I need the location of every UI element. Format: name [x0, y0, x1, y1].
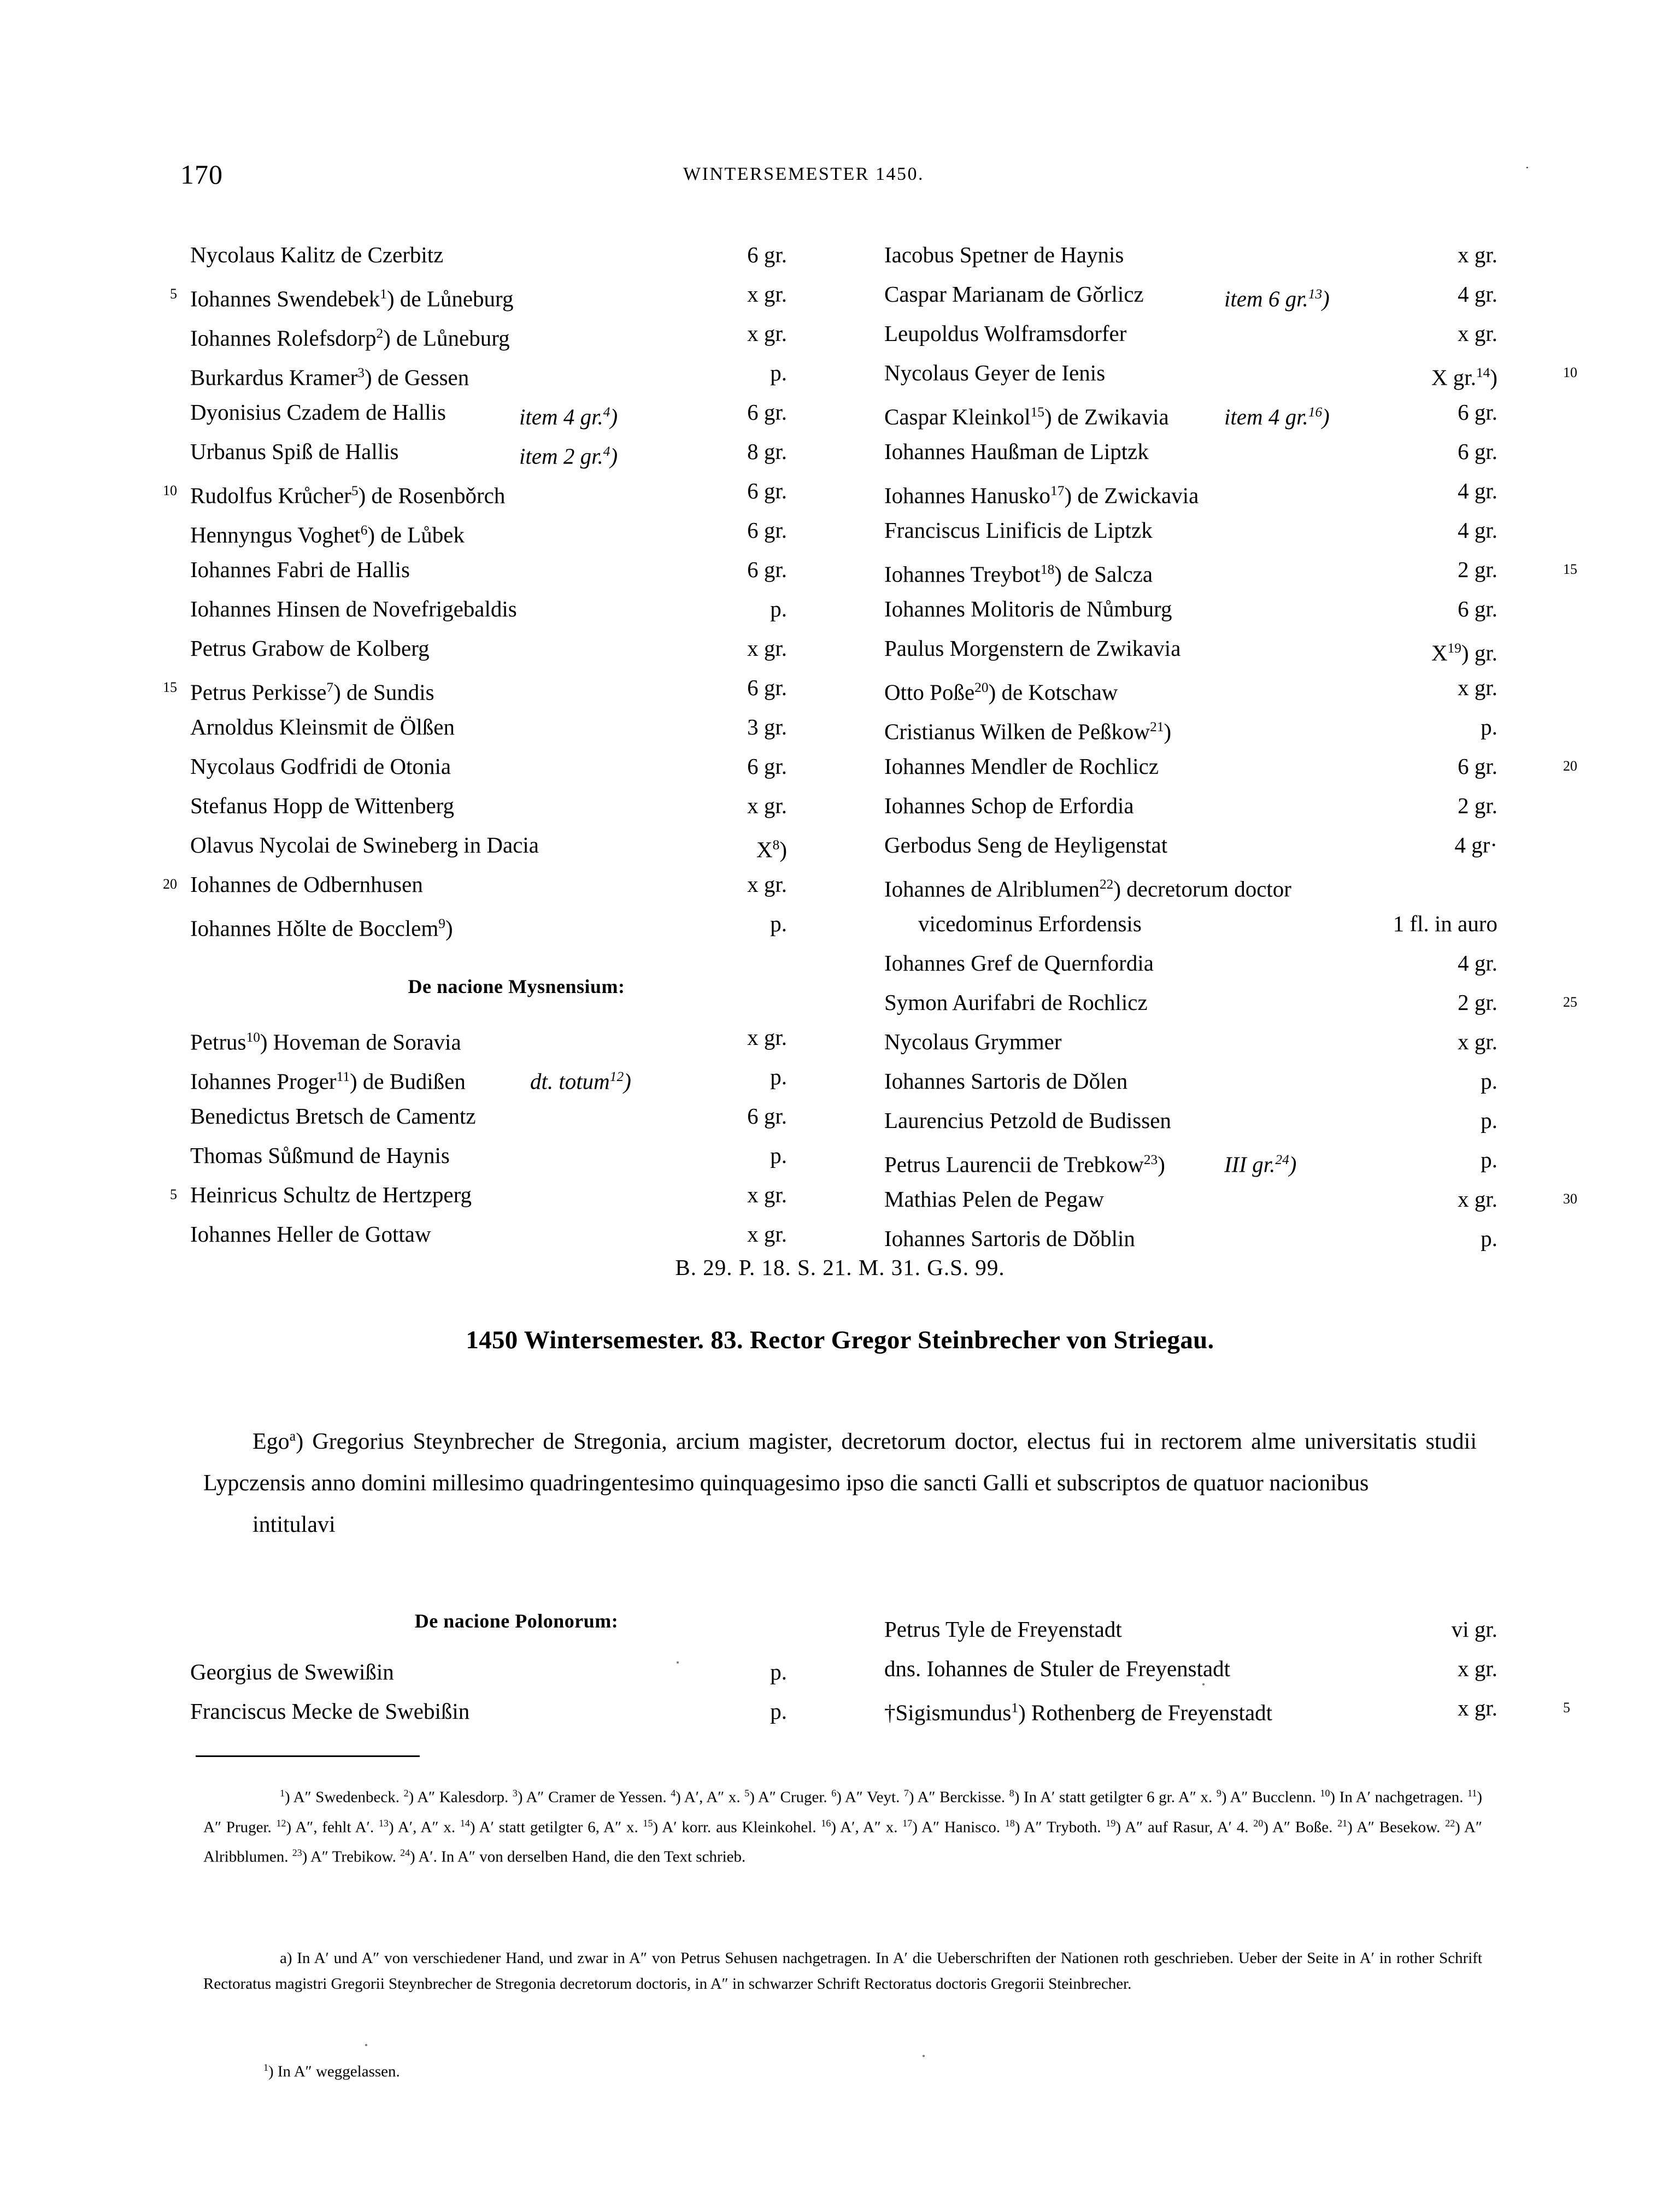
register-entry: [180, 628, 853, 668]
entry-amount: x gr.: [1458, 1186, 1497, 1212]
section-header-mysnensium: De nacione Mysnensium:: [408, 976, 625, 997]
entry-amount: 4 gr.: [1458, 478, 1497, 503]
entry-amount: x gr.: [1458, 1695, 1497, 1720]
line-number: 30: [1563, 1191, 1577, 1207]
entry-name: Iohannes Proger$^{11}$) de Budißen: [190, 1068, 466, 1094]
entry-name: Iohannes Haußman de Liptzk: [884, 439, 1149, 464]
entry-name: Caspar Kleinkol$^{15}$) de Zwikavia: [884, 404, 1169, 430]
entry-amount: $X^{19}$) gr.: [1431, 640, 1497, 666]
footnote-rule: [196, 1755, 420, 1757]
entry-name: Iohannes Rolefsdorp$^2$) de Lůneburg: [190, 325, 510, 351]
register-entry: [180, 314, 853, 353]
entry-amount: p.: [1481, 1226, 1497, 1251]
entry-amount: x gr.: [747, 1221, 787, 1247]
entry-name: Nycolaus Geyer de Ienis: [884, 360, 1106, 385]
line-number: 5: [1563, 1700, 1570, 1716]
entry-name: Heinricus Schultz de Hertzperg: [190, 1182, 472, 1207]
entry-amount: p.: [770, 911, 787, 936]
entry-amount: 4 gr·: [1454, 832, 1497, 857]
entry-amount: 6 gr.: [1458, 439, 1497, 464]
entry-name: Dyonisius Czadem de Hallis: [190, 400, 447, 425]
entry-amount: p.: [1481, 714, 1497, 739]
entry-name: Laurencius Petzold de Budissen: [884, 1108, 1171, 1133]
entry-name: Iohannes Molitoris de Nůmburg: [884, 596, 1172, 621]
register-entry: [874, 865, 1558, 904]
entry-name: Petrus Perkisse$^7$) de Sundis: [190, 679, 434, 705]
register-entry: [180, 550, 853, 589]
register-entry: [163, 668, 853, 707]
polonorum-right-column: [874, 1609, 1570, 1728]
register-entry: [874, 1219, 1558, 1258]
entry-name: Caspar Marianam de Gǒrlicz: [884, 281, 1144, 307]
footnote-variants: $^1$) A″ Swedenbeck. $^2$) A″ Kalesdorp. $^3$) A″ Cramer de Yessen. $^4$) A′, A″ x. $^5$) A″ Cruger. $^6$) A″ Veyt. $^7$) A″ Berckisse. $^8$) In A′ statt getilgter 6 gr. A″ x. $^9$) A″ Bucclenn. $^{10}$) In A′ nachgetragen. $^{11}$) A″ Pruger. $^{12}$) A″, fehlt A′. $^{13}$) A′, A″ x. $^{14}$) A′ statt getilgter 6, A″ x. $^{15}$) A′ korr. aus Kleinkohel. $^{16}$) A′, A″ x. $^{17}$) A″ Hanisco. $^{18}$) A″ Tryboth. $^{19}$) A″ auf Rasur, A′ 4. $^{20}$) A″ Boße. $^{21}$) A″ Besekow. $^{22}$) A″ Alribblumen. $^{23}$) A″ Trebikow. $^{24}$) A′. In A″ von derselben Hand, die den Text schrieb.: [203, 1788, 1483, 1866]
register-entry: [180, 432, 853, 471]
totals-line: B. 29. P. 18. S. 21. M. 31. G.S. 99.: [675, 1255, 1005, 1280]
entry-amount: 2 gr.: [1458, 793, 1497, 818]
register-entry: [874, 1688, 1570, 1728]
entry-amount: 6 gr.: [747, 1103, 787, 1129]
register-entry: [180, 1691, 853, 1731]
line-number: 10: [1563, 365, 1577, 380]
entry-amount: 6 gr.: [747, 400, 787, 425]
register-entry: [874, 904, 1558, 943]
entry-name: Rudolfus Krůcher$^5$) de Rosenbǒrch: [190, 483, 506, 508]
register-entry: [180, 589, 853, 628]
entry-annotation: item 2 gr.$^4$): [519, 443, 618, 469]
register-entry: [180, 392, 853, 432]
entry-name: Iohannes Sartoris de Dǒlen: [884, 1068, 1128, 1094]
entry-name: Georgius de Swewißin: [190, 1659, 394, 1684]
entry-name: Paulus Morgenstern de Zwikavia: [884, 636, 1181, 661]
entry-name: Nycolaus Godfridi de Otonia: [190, 754, 451, 779]
entry-amount: x gr.: [747, 793, 787, 818]
register-right-column: [874, 235, 1577, 1258]
register-entry: [874, 628, 1558, 668]
entry-name: Mathias Pelen de Pegaw: [884, 1186, 1104, 1212]
paragraph-line-1: Ego$^a$) Gregorius Steynbrecher de Stregonia, arcium magister, decretorum doctor,: [252, 1428, 1018, 1454]
line-number: 20: [163, 876, 177, 892]
register-entry: [874, 235, 1558, 274]
entry-name: Petrus Laurencii de Trebkow$^{23}$): [884, 1152, 1165, 1177]
semester-heading: 1450 Wintersemester. 83. Rector Gregor Steinbrecher von Striegau.: [466, 1326, 1214, 1354]
semester-paragraph: [203, 1415, 1477, 1546]
register-left-column: [163, 235, 853, 1254]
entry-name: Franciscus Linificis de Liptzk: [884, 518, 1153, 543]
entry-amount: x gr.: [747, 1025, 787, 1050]
section-header-polonorum: De nacione Polonorum:: [414, 1610, 619, 1632]
entry-name: vicedominus Erfordensis: [918, 911, 1142, 936]
register-entry: [874, 668, 1558, 707]
entry-amount: 1 fl. in auro: [1393, 911, 1497, 936]
entry-name: Gerbodus Seng de Heyligenstat: [884, 832, 1168, 857]
corner-mark: ˙: [1525, 164, 1530, 180]
entry-annotation: dt. totum$^{12}$): [530, 1068, 631, 1094]
register-entry: [163, 471, 853, 510]
entry-amount: p.: [770, 596, 787, 621]
register-entry: [180, 707, 853, 747]
register-entry: [180, 510, 853, 550]
register-entry: [180, 747, 853, 786]
entry-name: Iohannes Gref de Quernfordia: [884, 950, 1154, 976]
register-entry: [180, 1018, 853, 1057]
entry-annotation: item 4 gr.$^{16}$): [1224, 404, 1330, 430]
entry-amount: 4 gr.: [1458, 950, 1497, 976]
register-entry: [874, 707, 1558, 747]
entry-amount: p.: [1481, 1108, 1497, 1133]
entry-amount: 6 gr.: [747, 478, 787, 503]
entry-name: Thomas Sůßmund de Haynis: [190, 1143, 450, 1168]
entry-name: Benedictus Bretsch de Camentz: [190, 1103, 476, 1129]
paragraph-line-4: intitulavi: [252, 1512, 336, 1537]
register-entry: [180, 353, 853, 392]
entry-amount: 2 gr.: [1458, 557, 1497, 582]
register-entry: [180, 825, 853, 865]
entry-annotation: item 6 gr.$^{13}$): [1224, 286, 1330, 312]
entry-name: Nycolaus Grymmer: [884, 1029, 1062, 1054]
entry-amount: p.: [1481, 1147, 1497, 1172]
entry-name: Iacobus Spetner de Haynis: [884, 242, 1124, 267]
register-entry: [874, 786, 1558, 825]
footnote-note-last: $^1$) In A″ weggelassen.: [263, 2062, 400, 2081]
entry-name: Cristianus Wilken de Peßkow$^{21}$): [884, 719, 1172, 744]
polonorum-left-column: [180, 1609, 853, 1731]
register-entry: [180, 904, 853, 943]
page-number: 170: [180, 159, 223, 190]
entry-amount: 6 gr.: [747, 557, 787, 582]
register-entry: [874, 1649, 1558, 1688]
entry-amount: 6 gr.: [747, 754, 787, 779]
entry-name: Hennyngus Voghet$^6$) de Lůbek: [190, 522, 465, 548]
entry-amount: x gr.: [747, 281, 787, 307]
entry-amount: $X^8$): [756, 837, 787, 862]
entry-amount: 6 gr.: [747, 242, 787, 267]
entry-amount: x gr.: [747, 636, 787, 661]
paragraph-line-3: quadringentesimo quinquagesimo ipso die sancti Galli et subscriptos de quatuor nacionibus: [530, 1471, 1369, 1496]
register-entry: [874, 943, 1558, 983]
entry-amount: x gr.: [1458, 321, 1497, 346]
line-number: 20: [1563, 758, 1577, 774]
entry-amount: p.: [770, 1659, 787, 1684]
register-entry: [874, 1061, 1558, 1101]
entry-amount: 6 gr.: [747, 518, 787, 543]
register-entry: [874, 1022, 1558, 1061]
entry-amount: 4 gr.: [1458, 281, 1497, 307]
entry-name: Stefanus Hopp de Wittenberg: [190, 793, 455, 818]
entry-annotation: item 4 gr.$^4$): [519, 404, 618, 430]
entry-annotation: III gr.$^{24}$): [1224, 1152, 1297, 1177]
register-entry: [874, 314, 1558, 353]
entry-name: Symon Aurifabri de Rochlicz: [884, 990, 1148, 1015]
line-number: 15: [163, 679, 177, 695]
register-entry: [874, 1179, 1577, 1219]
entry-name: Urbanus Spiß de Hallis: [190, 439, 399, 464]
entry-name: Franciscus Mecke de Swebißin: [190, 1699, 470, 1724]
entry-name: Olavus Nycolai de Swineberg in Dacia: [190, 832, 539, 857]
running-head: [180, 158, 1503, 191]
entry-name: Petrus Grabow de Kolberg: [190, 636, 430, 661]
entry-name: Iohannes de Odbernhusen: [190, 872, 423, 897]
register-entry: [163, 865, 853, 904]
register-entry: [874, 747, 1577, 786]
entry-amount: x gr.: [747, 872, 787, 897]
entry-name: Iohannes Schop de Erfordia: [884, 793, 1134, 818]
entry-amount: 6 gr.: [1458, 596, 1497, 621]
running-head-title: WINTERSEMESTER 1450.: [683, 164, 924, 184]
entry-name: Burkardus Kramer$^3$) de Gessen: [190, 365, 469, 390]
register-entry: [874, 983, 1577, 1022]
register-entry: [180, 786, 853, 825]
entry-name: Otto Poße$^{20}$) de Kotschaw: [884, 679, 1118, 705]
register-entry: [874, 510, 1558, 550]
register-entry: [874, 1140, 1558, 1179]
entry-amount: vi gr.: [1451, 1617, 1497, 1642]
entry-name: Iohannes Heller de Gottaw: [190, 1221, 431, 1247]
register-entry: [170, 274, 853, 314]
register-entry: [874, 432, 1558, 471]
register-entry: [874, 392, 1558, 432]
entry-name: Petrus$^{10}$) Hoveman de Soravia: [190, 1029, 461, 1055]
entry-amount: 2 gr.: [1458, 990, 1497, 1015]
register-entry: [874, 1609, 1558, 1649]
entry-amount: x gr.: [747, 321, 787, 346]
entry-amount: 6 gr.: [1458, 754, 1497, 779]
entry-name: †Sigismundus$^1$) Rothenberg de Freyenstadt: [884, 1700, 1273, 1725]
entry-name: Iohannes Hinsen de Novefrigebaldis: [190, 596, 517, 621]
line-number: 25: [1563, 994, 1577, 1010]
entry-amount: p.: [770, 1143, 787, 1168]
entry-name: Iohannes de Alriblumen$^{22}$) decretorum doctor: [884, 876, 1291, 902]
entry-amount: 6 gr.: [1458, 400, 1497, 425]
register-entry: [874, 274, 1558, 314]
entry-amount: p.: [1481, 1068, 1497, 1094]
register-entry: [180, 1096, 853, 1136]
line-number: 15: [1563, 561, 1577, 577]
entry-name: dns. Iohannes de Stuler de Freyenstadt: [884, 1656, 1231, 1681]
entry-name: Iohannes Sartoris de Dǒblin: [884, 1226, 1135, 1251]
entry-amount: 3 gr.: [747, 714, 787, 739]
entry-name: Nycolaus Kalitz de Czerbitz: [190, 242, 444, 267]
entry-name: Arnoldus Kleinsmit de Ölßen: [190, 714, 455, 739]
footnote-note-a: a) In A′ und A″ von verschiedener Hand, und zwar in A″ von Petrus Sehusen nachgetragen. In A′ die Ueberschriften der Nationen roth geschrieben. Ueber der Seite in A′ in rother Schrift Rectoratus magistri Gregorii Steynbrecher de Stregonia decretorum doctoris, in A″ in schwarzer Schrift Rectoratus doctoris Gregorii Steinbrecher.: [203, 1949, 1482, 1993]
entry-amount: 6 gr.: [747, 675, 787, 700]
entry-amount: x gr.: [1458, 242, 1497, 267]
line-number: 5: [170, 1186, 177, 1202]
register-entry: [874, 825, 1558, 865]
entry-name: Iohannes Mendler de Rochlicz: [884, 754, 1159, 779]
register-entry: [874, 550, 1577, 589]
paragraph-line-2: electus fui in rectorem alme universitatis studii Lypczensis anno domini millesimo: [203, 1429, 1477, 1496]
register-entry: [180, 1136, 853, 1175]
entry-amount: p.: [770, 1064, 787, 1089]
entry-amount: p.: [770, 1699, 787, 1724]
register-entry: [180, 235, 853, 274]
entry-name: Iohannes Swendebek$^1$) de Lůneburg: [190, 286, 514, 312]
register-entry: [874, 1101, 1558, 1140]
register-entry: [180, 1652, 853, 1691]
register-entry: [874, 471, 1558, 510]
register-entry: [170, 1175, 853, 1214]
line-number: 5: [170, 286, 177, 302]
entry-name: Iohannes Hǒlte de Bocclem$^9$): [190, 915, 453, 941]
entry-amount: 8 gr.: [747, 439, 787, 464]
register-entry: [874, 353, 1577, 392]
entry-amount: x gr.: [1458, 675, 1497, 700]
register-entry: [180, 1214, 853, 1254]
entry-amount: 4 gr.: [1458, 518, 1497, 543]
entry-name: Iohannes Fabri de Hallis: [190, 557, 410, 582]
entry-name: Leupoldus Wolframsdorfer: [884, 321, 1127, 346]
entry-amount: x gr.: [747, 1182, 787, 1207]
line-number: 10: [163, 483, 177, 498]
entry-name: Iohannes Treybot$^{18}$) de Salcza: [884, 561, 1153, 587]
register-entry: [874, 589, 1558, 628]
entry-amount: x gr.: [1458, 1029, 1497, 1054]
entry-amount: x gr.: [1458, 1656, 1497, 1681]
entry-amount: X gr.$^{14}$): [1431, 365, 1497, 390]
entry-name: Petrus Tyle de Freyenstadt: [884, 1617, 1122, 1642]
entry-amount: p.: [770, 360, 787, 385]
register-entry: [180, 1057, 853, 1096]
entry-name: Iohannes Hanusko$^{17}$) de Zwickavia: [884, 483, 1199, 508]
